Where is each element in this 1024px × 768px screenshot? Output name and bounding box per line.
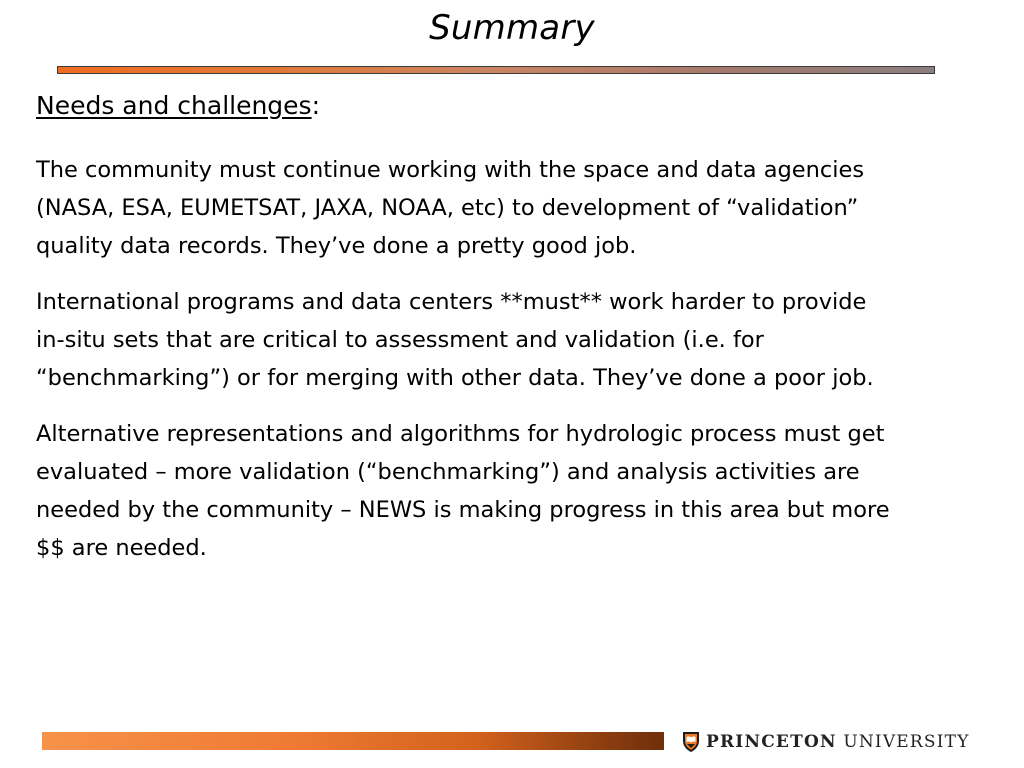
princeton-shield-icon [682,731,700,753]
paragraph-line: International programs and data centers **must** work harder to provide [36,289,867,315]
princeton-university-logo [682,730,970,754]
paragraph-line: (NASA, ESA, EUMETSAT, JAXA, NOAA, etc) to development of “validation” [36,195,859,221]
footer-gradient-bar [42,732,664,750]
logo-wordmark-university: UNIVERSITY [843,732,970,752]
paragraph-alternative-representations [36,415,1006,567]
slide-title: Summary [429,8,595,48]
logo-wordmark [706,732,970,752]
paragraph-line: Alternative representations and algorithms for hydrologic process must get [36,421,885,447]
section-heading-label: Needs and challenges [36,91,312,120]
paragraph-line: needed by the community – NEWS is making progress in this area but more [36,497,890,523]
title-divider [57,66,935,74]
section-heading [36,86,320,126]
paragraph-line: “benchmarking”) or for merging with other data. They’ve done a poor job. [36,365,874,391]
paragraph-line: $$ are needed. [36,535,207,561]
paragraph-space-agencies [36,151,1006,265]
paragraph-international-programs [36,283,1006,397]
paragraph-line: evaluated – more validation (“benchmarking”) and analysis activities are [36,459,860,485]
section-heading-colon: : [311,91,321,120]
paragraph-line: The community must continue working with the space and data agencies [36,157,865,183]
paragraph-line: in-situ sets that are critical to assessment and validation (i.e. for [36,327,764,353]
logo-wordmark-princeton: PRINCETON [706,732,837,752]
paragraph-line: quality data records. They’ve done a pretty good job. [36,233,637,259]
